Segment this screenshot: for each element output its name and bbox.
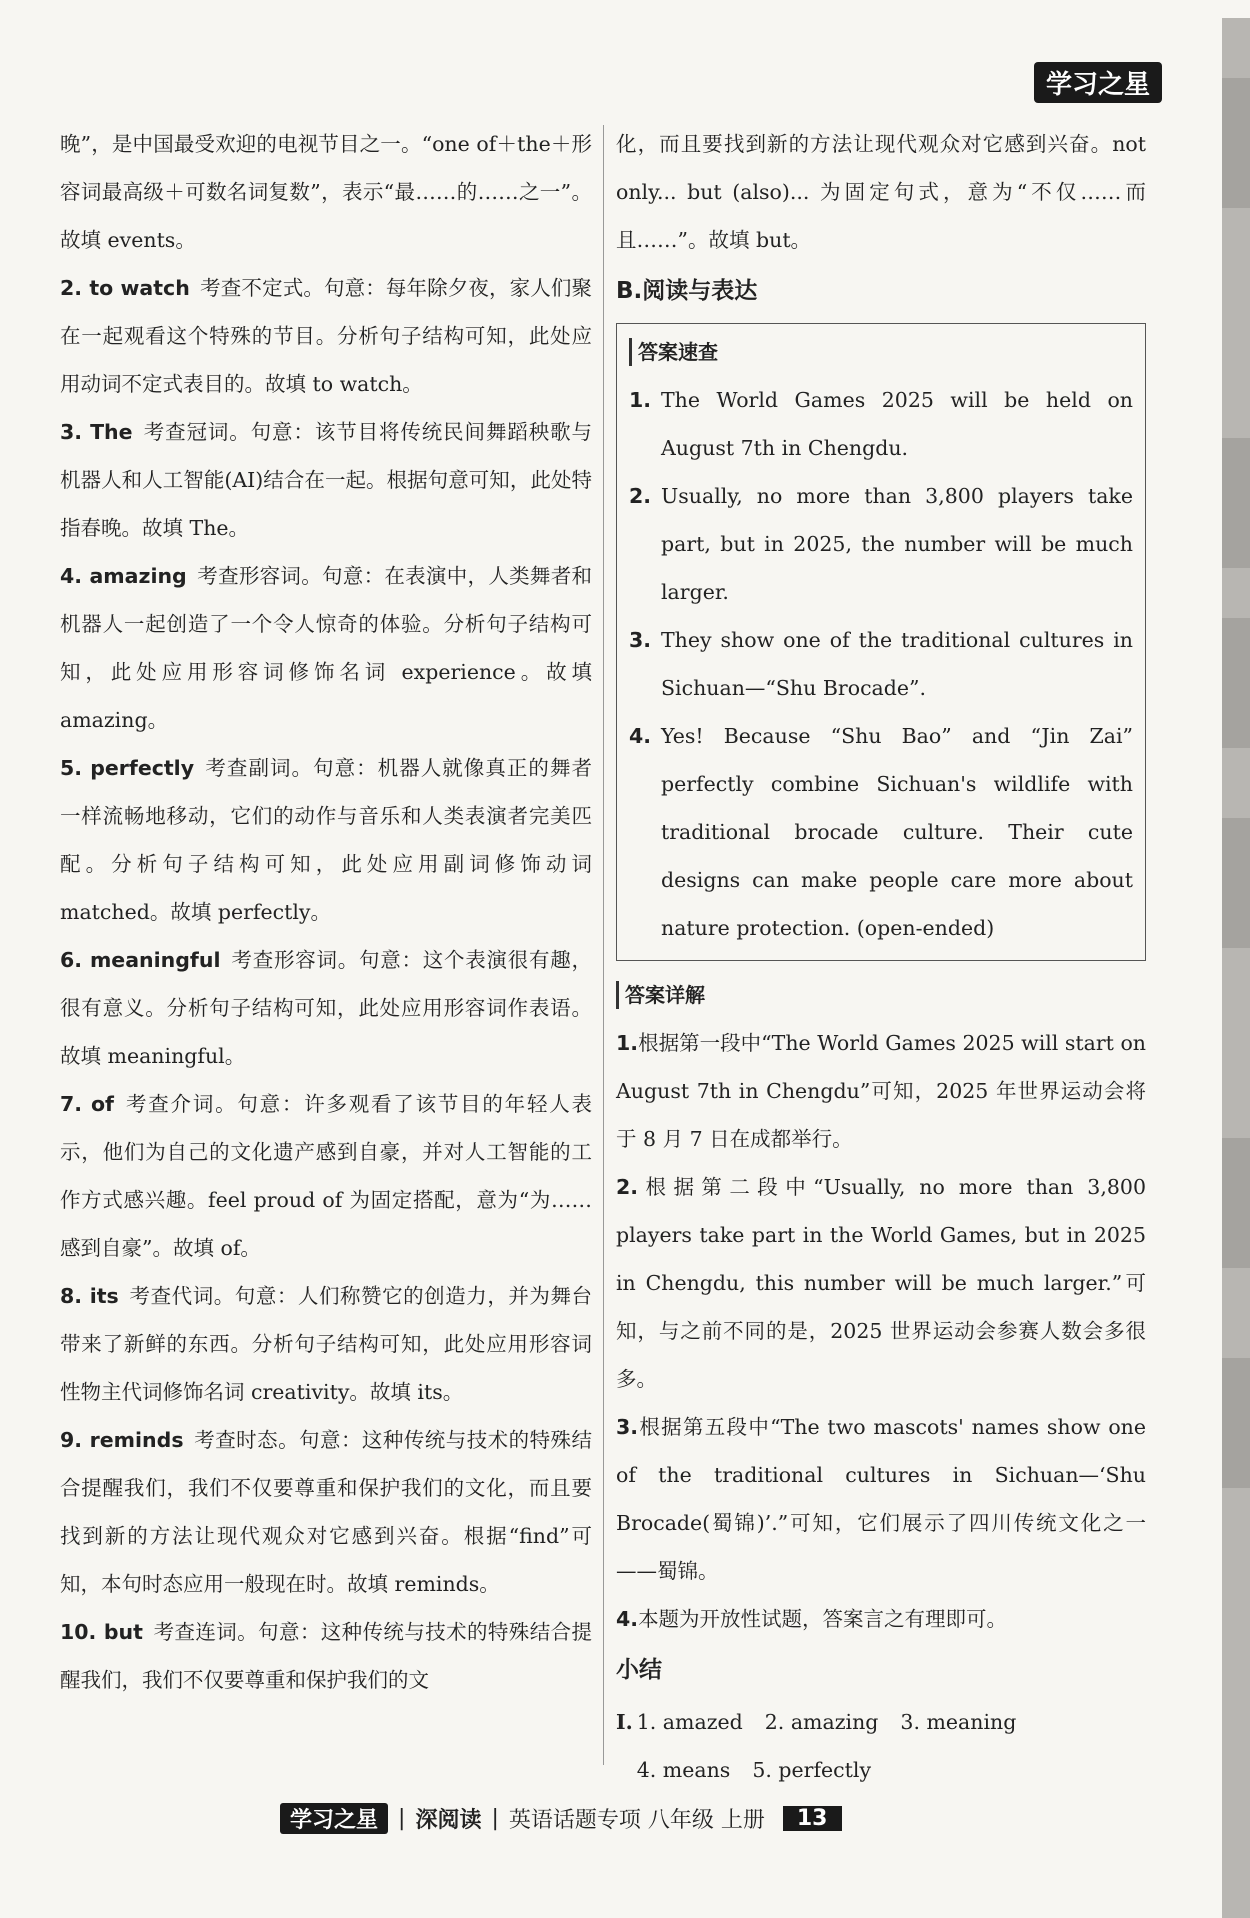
left-intro: 晚”，是中国最受欢迎的电视节目之一。“one of＋the＋形容词最高级＋可数名词复数”，表示“最……的……之一”。故填 events。	[60, 132, 592, 252]
answer-item	[60, 552, 592, 744]
answer-item	[60, 408, 592, 552]
quick-answer-number: 3.	[629, 628, 652, 652]
detail-text: 本题为开放性试题，答案言之有理即可。	[638, 1607, 1008, 1631]
quick-answer-item	[629, 712, 1133, 952]
answer-item	[60, 264, 592, 408]
summary-item: 4. means	[636, 1758, 731, 1782]
summary-line	[616, 1698, 1146, 1794]
detail-number: 4.	[616, 1607, 639, 1631]
quick-answer-item	[629, 376, 1133, 472]
answer-number: 6. meaningful	[60, 948, 221, 972]
answer-explanation: 考查连词。句意：这种传统与技术的特殊结合提醒我们，我们不仅要尊重和保护我们的文	[60, 1620, 592, 1692]
answer-number: 5. perfectly	[60, 756, 195, 780]
detail-text: 根据第一段中“The World Games 2025 will start on August 7th in Chengdu”可知，2025 年世界运动会将于 8 月 7 日在成都举行。	[616, 1031, 1146, 1151]
quick-answer-item	[629, 616, 1133, 712]
answer-explanation: 考查形容词。句意：这个表演很有趣，很有意义。分析句子结构可知，此处应用形容词作表语。故填 meaningful。	[60, 948, 592, 1068]
summary-title: 小结	[616, 1657, 662, 1683]
page-number: 13	[783, 1806, 842, 1831]
footer-separator: |	[398, 1805, 406, 1831]
answer-number: 10. but	[60, 1620, 143, 1644]
answer-explanation: 考查时态。句意：这种传统与技术的特殊结合提醒我们，我们不仅要尊重和保护我们的文化，而且要找到新的方法让现代观众对它感到兴奋。根据“find”可知，本句时态应用一般现在时。故填 reminds。	[60, 1428, 593, 1596]
answer-item	[60, 1272, 592, 1416]
footer	[280, 1800, 842, 1836]
left-column	[60, 120, 592, 1704]
footer-separator: |	[491, 1805, 499, 1831]
answer-item	[60, 1416, 592, 1608]
side-tab-mark	[1222, 1358, 1250, 1488]
answer-item	[60, 1608, 592, 1704]
side-tab-mark	[1222, 438, 1250, 568]
quick-answer-tag: 答案速查	[629, 338, 718, 366]
column-divider	[603, 125, 604, 1765]
quick-answer-text: Usually, no more than 3,800 players take part, but in 2025, the number will be much larger.	[661, 484, 1133, 604]
detail-text: 根据第二段中“Usually, no more than 3,800 players take part in the World Games, but in 2025 in Chengdu, this number will be much larger.”可知，与之前不同的是，2025 世界运动会参赛人数会多很多。	[616, 1175, 1146, 1391]
detail-text: 根据第五段中“The two mascots' names show one of the traditional cultures in Sichuan—‘Shu Brocade(蜀锦)’.”可知，它们展示了四川传统文化之一——蜀锦。	[616, 1415, 1146, 1583]
answer-number: 7. of	[60, 1092, 114, 1116]
answer-item	[60, 1080, 592, 1272]
summary-item: 3. meaning	[900, 1710, 1017, 1734]
side-tab-mark	[1222, 818, 1250, 948]
quick-answer-text: Yes! Because “Shu Bao” and “Jin Zai” perfectly combine Sichuan's wildlife with traditional brocade culture. Their cute designs can make people care more about nature protection. (open-ended)	[661, 724, 1133, 940]
right-continuation: 化，而且要找到新的方法让现代观众对它感到兴奋。not only... but (also)... 为固定句式，意为“不仅……而且……”。故填 but。	[616, 132, 1146, 252]
header-logo: 学习之星	[1034, 62, 1162, 103]
side-tab-mark	[1222, 1138, 1250, 1268]
footer-series: 深阅读	[415, 1807, 482, 1833]
detail-item	[616, 1019, 1146, 1163]
answer-item	[60, 936, 592, 1080]
answer-explanation: 考查代词。句意：人们称赞它的创造力，并为舞台带来了新鲜的东西。分析句子结构可知，此处应用形容词性物主代词修饰名词 creativity。故填 its。	[60, 1284, 593, 1404]
side-tab	[1222, 18, 1250, 1918]
quick-answer-number: 1.	[629, 388, 652, 412]
answer-explanation: 考查不定式。句意：每年除夕夜，家人们聚在一起观看这个特殊的节目。分析句子结构可知，此处应用动词不定式表目的。故填 to watch。	[60, 276, 593, 396]
answer-number: 2. to watch	[60, 276, 190, 300]
right-column	[616, 120, 1146, 1794]
summary-item: 5. perfectly	[752, 1758, 872, 1782]
answer-explanation: 考查形容词。句意：在表演中，人类舞者和机器人一起创造了一个令人惊奇的体验。分析句子结构可知，此处应用形容词修饰名词 experience。故填 amazing。	[60, 564, 592, 732]
summary-item: 1. amazed	[636, 1710, 743, 1734]
answer-number: 8. its	[60, 1284, 119, 1308]
answer-explanation: 考查冠词。句意：该节目将传统民间舞蹈秧歌与机器人和人工智能(AI)结合在一起。根据句意可知，此处特指春晚。故填 The。	[60, 420, 592, 540]
footer-brand: 学习之星	[280, 1803, 388, 1834]
answer-number: 4. amazing	[60, 564, 187, 588]
detail-item	[616, 1403, 1146, 1595]
answer-number: 9. reminds	[60, 1428, 184, 1452]
quick-answer-item	[629, 472, 1133, 616]
detail-number: 3.	[616, 1415, 639, 1439]
quick-answer-text: The World Games 2025 will be held on August 7th in Chengdu.	[661, 388, 1133, 460]
detail-item	[616, 1163, 1146, 1403]
answer-number: 3. The	[60, 420, 133, 444]
answer-explanation: 考查介词。句意：许多观看了该节目的年轻人表示，他们为自己的文化遗产感到自豪，并对人工智能的工作方式感兴趣。feel proud of 为固定搭配，意为“为……感到自豪”。故填 of。	[60, 1092, 592, 1260]
quick-answer-box	[616, 323, 1146, 961]
footer-subject: 英语话题专项 八年级 上册	[508, 1807, 765, 1833]
answer-detail-tag: 答案详解	[616, 981, 705, 1009]
quick-answer-number: 2.	[629, 484, 652, 508]
summary-item: 2. amazing	[764, 1710, 879, 1734]
summary-prefix: Ⅰ.	[616, 1710, 633, 1734]
detail-number: 2.	[616, 1175, 639, 1199]
detail-number: 1.	[616, 1031, 639, 1055]
quick-answer-text: They show one of the traditional cultures in Sichuan—“Shu Brocade”.	[661, 628, 1133, 700]
section-b-title: B.阅读与表达	[616, 278, 758, 304]
detail-item	[616, 1595, 1146, 1643]
answer-item	[60, 744, 592, 936]
answer-explanation: 考查副词。句意：机器人就像真正的舞者一样流畅地移动，它们的动作与音乐和人类表演者完美匹配。分析句子结构可知，此处应用副词修饰动词 matched。故填 perfectly。	[60, 756, 592, 924]
quick-answer-number: 4.	[629, 724, 652, 748]
side-tab-mark	[1222, 78, 1250, 208]
side-tab-mark	[1222, 618, 1250, 748]
